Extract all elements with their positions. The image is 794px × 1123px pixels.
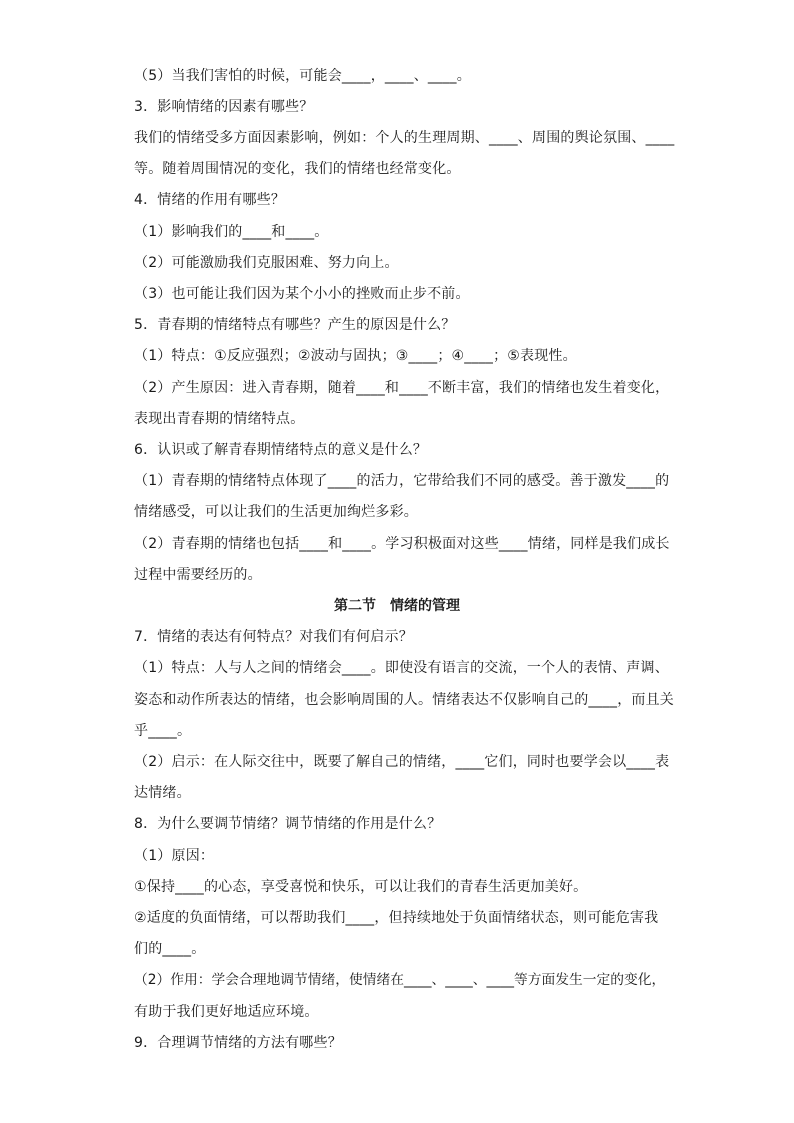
text-line: （3）也可能让我们因为某个小小的挫败而止步不前。 xyxy=(134,286,470,302)
section-title: 第二节 情绪的管理 xyxy=(334,598,460,614)
question-heading: 9．合理调节情绪的方法有哪些？ xyxy=(134,1035,342,1051)
question-heading: 8．为什么要调节情绪？调节情绪的作用是什么？ xyxy=(134,816,442,832)
text-line: （1）原因： xyxy=(134,848,215,864)
text-line: 有助于我们更好地适应环境。 xyxy=(134,1004,319,1020)
text-line: （1）青春期的情绪特点体现了____的活力，它带给我们不同的感受。善于激发____的 xyxy=(134,473,670,489)
text-line: 表现出青春期的情绪特点。 xyxy=(134,411,305,427)
question-heading: 4．情绪的作用有哪些？ xyxy=(134,192,286,208)
text-line: 乎____。 xyxy=(134,723,192,739)
question-heading: 3．影响情绪的因素有哪些？ xyxy=(134,99,314,115)
text-line: ①保持____的心态，享受喜悦和快乐，可以让我们的青春生活更加美好。 xyxy=(134,879,588,895)
text-line: 等。随着周围情况的变化，我们的情绪也经常变化。 xyxy=(134,161,461,177)
text-line: 情绪感受，可以让我们的生活更加绚烂多彩。 xyxy=(134,504,418,520)
question-heading: 7．情绪的表达有何特点？对我们有何启示？ xyxy=(134,629,413,645)
text-line: （2）青春期的情绪也包括____和____。学习积极面对这些____情绪，同样是我们成长 xyxy=(134,536,670,552)
text-line: 我们的情绪受多方面因素影响，例如：个人的生理周期、____、周围的舆论氛围、____ xyxy=(134,130,675,146)
text-line: （2）作用：学会合理地调节情绪，使情绪在____、____、____等方面发生一定的变化， xyxy=(134,972,666,988)
text-line: （2）可能激励我们克服困难、努力向上。 xyxy=(134,255,399,271)
text-line: 们的____。 xyxy=(134,941,206,957)
text-line: 达情绪。 xyxy=(134,785,191,801)
text-line: （1）特点：①反应强烈；②波动与固执；③____；④____；⑤表现性。 xyxy=(134,348,577,364)
question-heading: 6．认识或了解青春期情绪特点的意义是什么？ xyxy=(134,442,428,458)
text-line: （1）影响我们的____和____。 xyxy=(134,224,329,240)
text-line: （2）产生原因：进入青春期，随着____和____不断丰富，我们的情绪也发生着变化， xyxy=(134,380,670,396)
text-line: 过程中需要经历的。 xyxy=(134,567,262,583)
text-line: （2）启示：在人际交往中，既要了解自己的情绪，____它们，同时也要学会以____表 xyxy=(134,754,670,770)
text-line: ②适度的负面情绪，可以帮助我们____，但持续地处于负面情绪状态，则可能危害我 xyxy=(134,910,659,926)
text-line: （1）特点：人与人之间的情绪会____。即使没有语言的交流，一个人的表情、声调、 xyxy=(134,660,669,676)
text-line: （5）当我们害怕的时候，可能会____，____、____。 xyxy=(134,68,471,84)
question-heading: 5．青春期的情绪特点有哪些？产生的原因是什么？ xyxy=(134,317,456,333)
text-line: 姿态和动作所表达的情绪，也会影响周围的人。情绪表达不仅影响自己的____，而且关 xyxy=(134,692,674,708)
